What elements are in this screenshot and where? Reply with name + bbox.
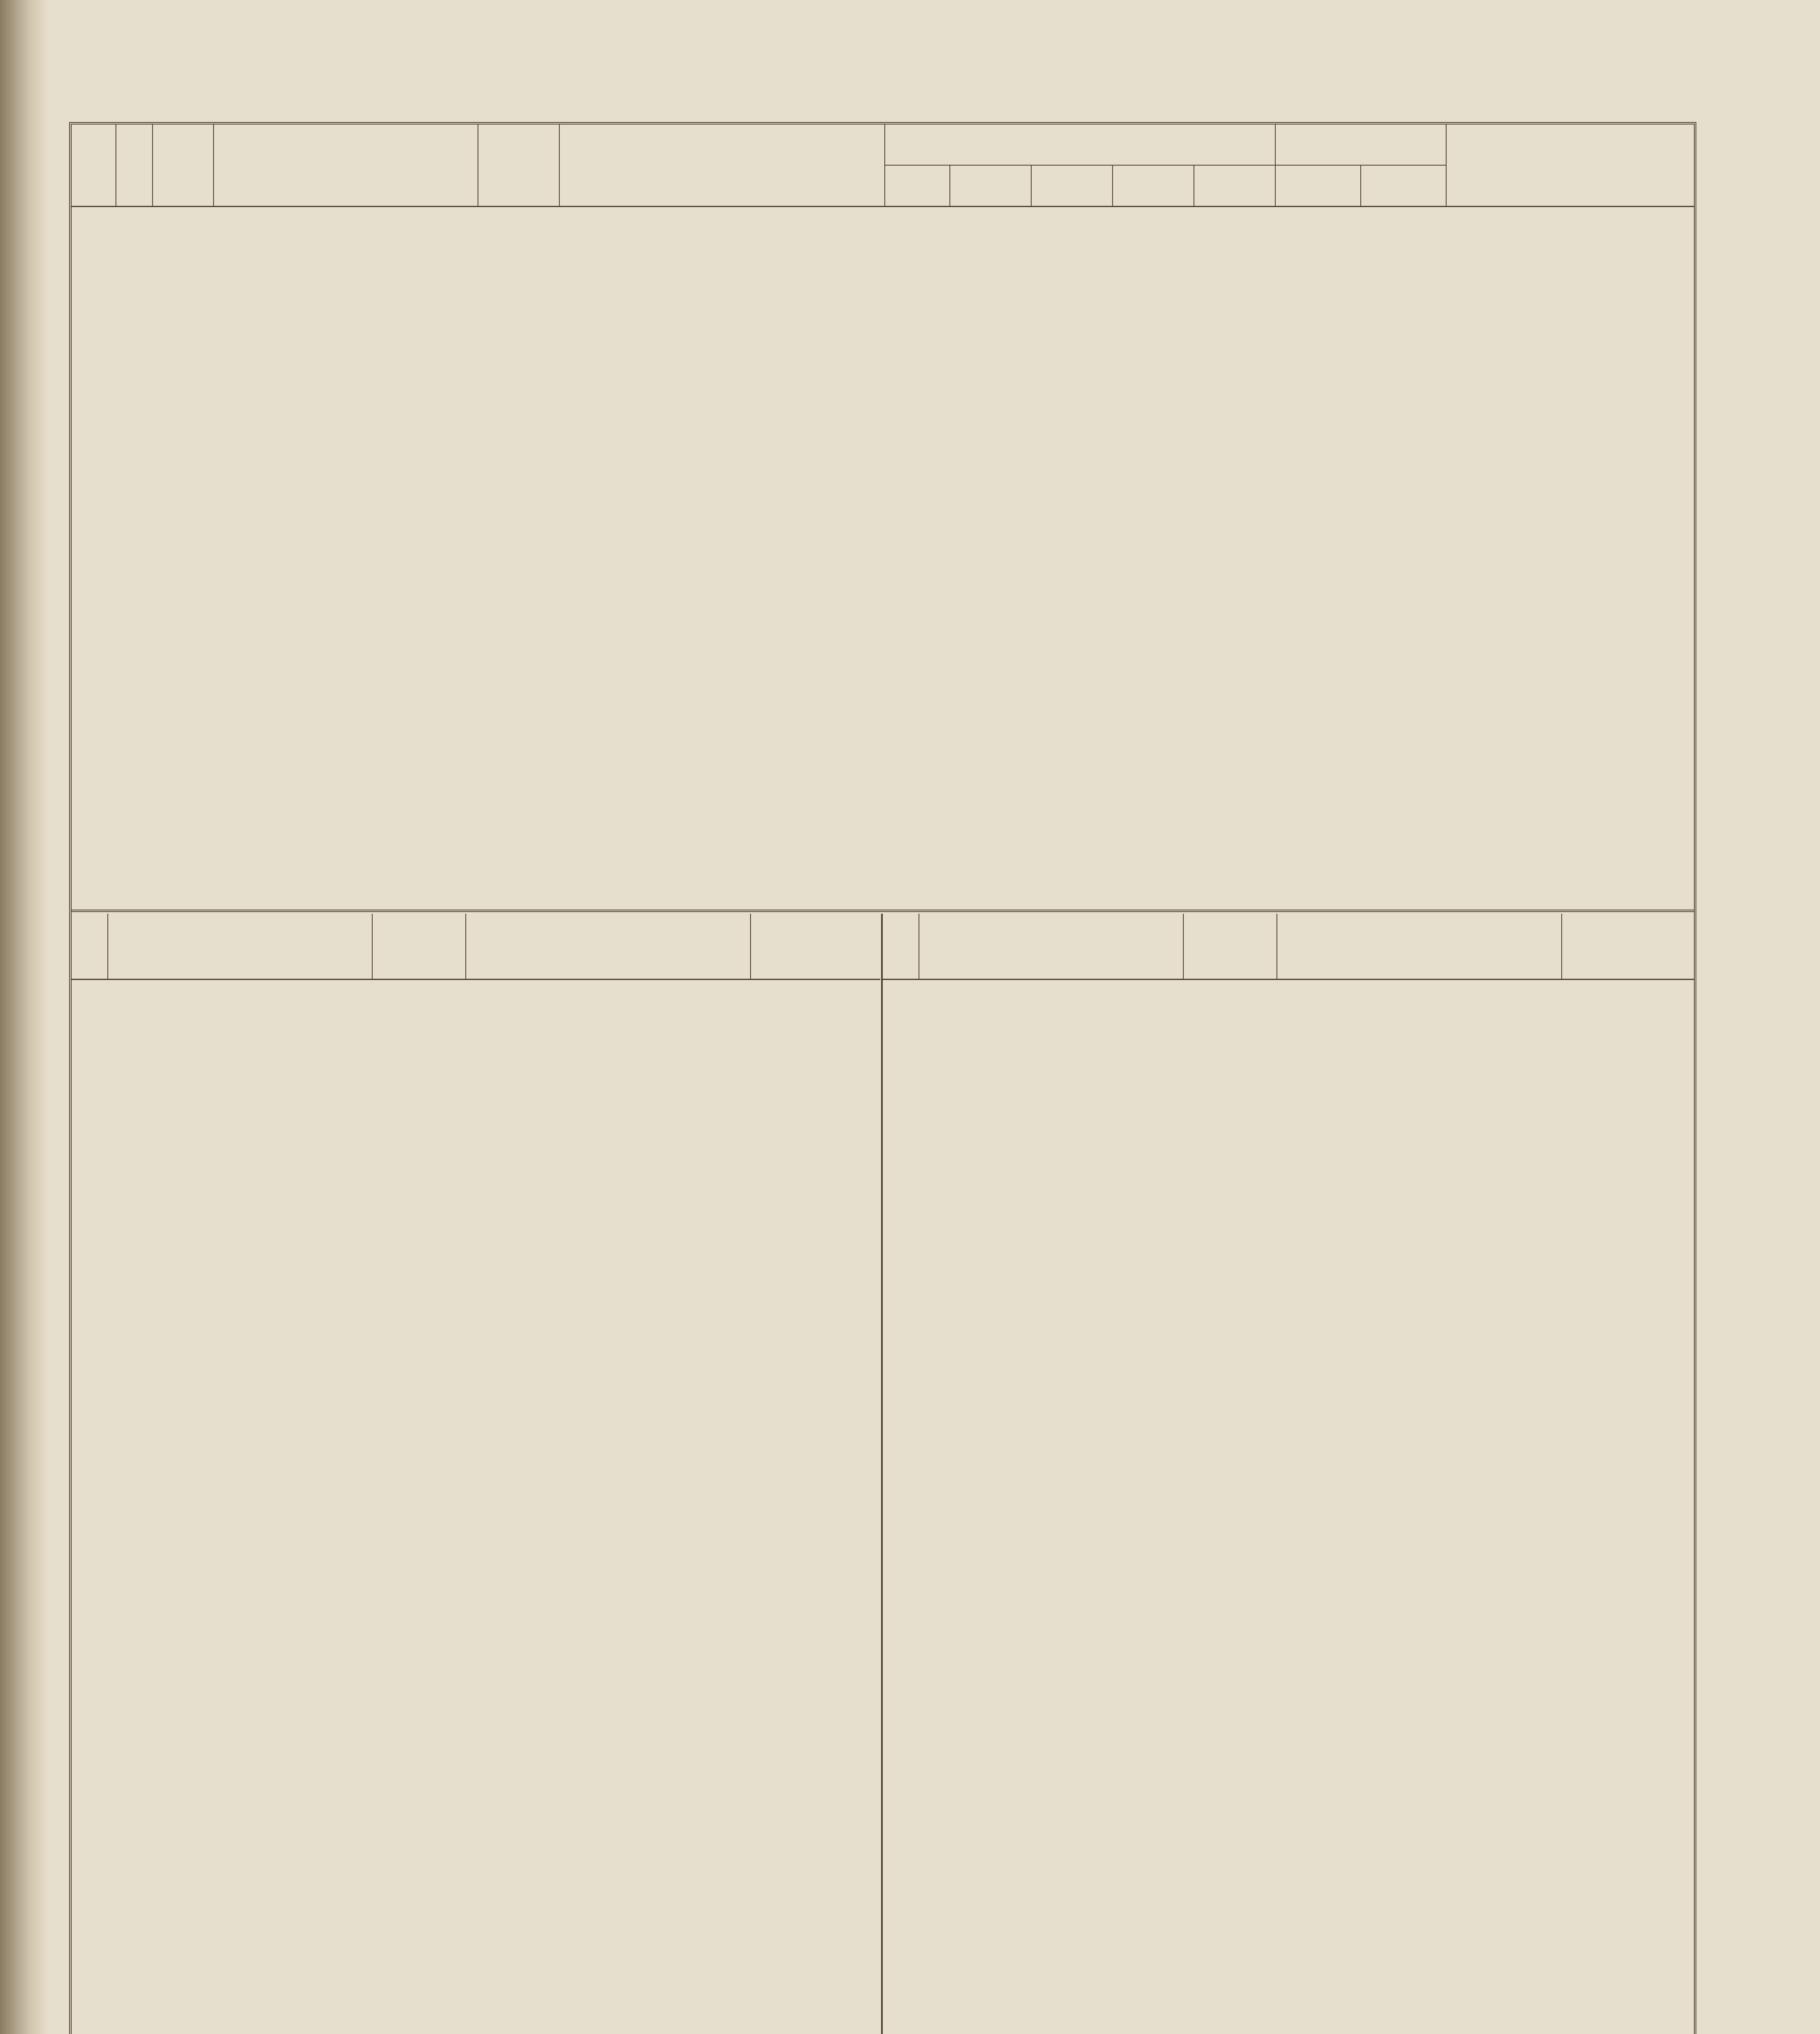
right-taux-header (883, 914, 919, 979)
right-name-header (919, 914, 1184, 979)
plus-haut-header (1032, 166, 1113, 206)
reports-header (72, 124, 116, 206)
a-terme-label (885, 124, 1275, 166)
left-interets-header (751, 914, 880, 979)
a-terme-subheaders (885, 166, 1275, 206)
right-table (883, 914, 1694, 2034)
left-table (72, 914, 880, 2034)
liq-header (116, 124, 153, 206)
left-name-header (108, 914, 373, 979)
au-comptant-header (560, 124, 885, 206)
right-table-header (883, 914, 1694, 980)
section-divider (72, 910, 1694, 912)
derniers-cours-header (1276, 124, 1447, 206)
premier-cours-header (950, 166, 1032, 206)
plus-bas-header (1113, 166, 1194, 206)
jouissance-header (478, 124, 560, 206)
right-jouissance-header (1184, 914, 1277, 979)
a-terme-header (885, 124, 1276, 206)
compt-header (1276, 166, 1361, 206)
terme-header (1361, 166, 1446, 206)
book-binding (0, 0, 49, 2034)
derniers-cours-label (1276, 124, 1446, 166)
name-header (214, 124, 478, 206)
dernier-cours-header (1194, 166, 1275, 206)
top-table-header (72, 124, 1694, 207)
right-interets-header (1562, 914, 1694, 979)
foreign-railways-table (72, 124, 1694, 910)
left-table-header (72, 914, 880, 980)
terme-blank (885, 166, 950, 206)
taux-header (153, 124, 214, 206)
derniers-cours-subheaders (1276, 166, 1446, 206)
left-au-comptant-header (466, 914, 751, 979)
interets-header (1447, 124, 1694, 206)
left-taux-header (72, 914, 108, 979)
right-au-comptant-header (1277, 914, 1562, 979)
left-jouissance-header (373, 914, 466, 979)
stock-quotations-sheet (69, 122, 1696, 2034)
